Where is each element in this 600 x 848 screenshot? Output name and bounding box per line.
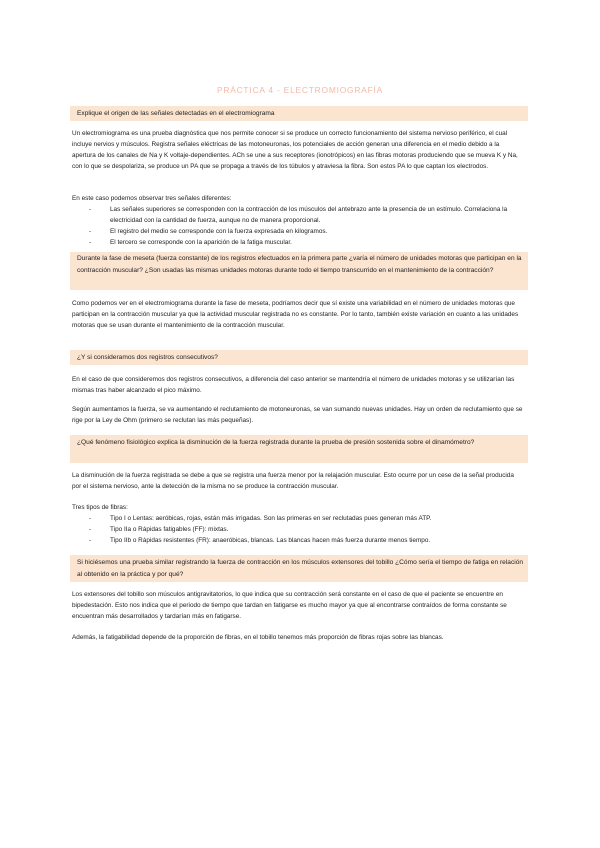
answer-paragraph: Los extensores del tobillo son músculos antigravitatorios, lo que indica que su contracción será constante en el caso de que el paciente se encuentre en bipedestación. Esto nos indica que el periodo de tiempo que tardan en fatigarse es mucho mayor ya que al encontrarse contraídos de forma constante se encuentran más desarrollados y tardarían más en fatigarse.	[72, 591, 507, 620]
answer-paragraph: Un electromiograma es una prueba diagnóstica que nos permite conocer si se produce un correcto funcionamiento del sistema nervioso periférico, el cual incluye nervios y músculos. Registra señales eléctricas de las motoneuronas, los potenciales de acción generan una diferencia en el medio debido a la apertura de los canales de Na y K voltaje-dependientes. ACh se une a sus receptores (ionotrópicos) en las fibras motoras produciendo que se mueva K y Na, con lo que se despolariza, se produce un PA que se propaga a través de los túbulos y atraviesa la fibra. Son estos PA lo que captan los electrodos.	[72, 130, 518, 170]
question-text: Durante la fase de meseta (fuerza constante) de los registros efectuados en la primera parte ¿varía el número de unidades motoras que participan en la contracción muscular? ¿Son usadas las mismas unidades motoras durante todo el tiempo transcurrido en el mantenimiento de la contracción?	[77, 255, 522, 274]
answer-paragraph: Como podemos ver en el electromiograma durante la fase de meseta, podríamos decir que sí existe una variabilidad en el número de unidades motoras que participan en la contracción muscular ya que la actividad muscular registrada no es constante. Por lo tanto, también existe variación en cuanto a las unidades motoras que se usan durante el mantenimiento de la contracción muscular.	[72, 300, 519, 329]
question-box-2	[70, 252, 528, 290]
bullet-dash-icon: -	[89, 537, 92, 544]
question-text: ¿Y si consideramos dos registros consecutivos?	[77, 354, 218, 361]
list-item: - Las señales superiores se corresponden con la contracción de los músculos del antebrazo ante la presencia de un estímulo. Correlaciona la electricidad con la cantidad de fuerza, aunque no de manera proporcional.	[89, 206, 508, 224]
question-box-5	[70, 555, 528, 582]
list-item: - El tercero se corresponde con la aparición de la fatiga muscular.	[89, 239, 292, 246]
question-box-3	[70, 350, 528, 365]
answer-paragraph: En el caso de que consideremos dos registros consecutivos, a diferencia del caso anterior se mantendría el número de unidades motoras y se utilizarían las mismas tras haber alcanzado el pico máximo.	[72, 376, 515, 394]
bullet-dash-icon: -	[89, 206, 92, 213]
paragraph: Tres tipos de fibras:	[72, 504, 128, 511]
list-item: - Tipo I o Lentas: aeróbicas, rojas, están más irrigadas. Son las primeras en ser reclutadas pues generan más ATP.	[89, 515, 432, 522]
list-item: - Tipo IIa o Rápidas fatigables (FF): mixtas.	[89, 526, 229, 533]
page-title: PRÁCTICA 4 - ELECTROMIOGRAFÍA	[216, 85, 384, 95]
list-item: - Tipo IIb o Rápidas resistentes (FR): anaeróbicas, blancas. Las blancas hacen más fuerza durante menos tiempo.	[89, 537, 431, 544]
question-box-1	[70, 106, 528, 121]
bullet-dash-icon: -	[89, 526, 92, 533]
list-item: - El registro del medio se corresponde con la fuerza expresada en kilogramos.	[89, 228, 328, 235]
question-box-4	[70, 435, 528, 463]
paragraph: En este caso podemos observar tres señales diferentes:	[72, 195, 232, 202]
fiber-types-list	[72, 513, 524, 546]
answer-paragraph: Según aumentamos la fuerza, se va aumentando el reclutamiento de motoneuronas, se van sumando nuevas unidades. Hay un orden de reclutamiento que se rige por la Ley de Ohm (primero se reclutan las más pequeñas).	[72, 406, 523, 424]
question-text: ¿Qué fenómeno fisiológico explica la disminución de la fuerza registrada durante la prueba de presión sostenida sobre el dinamómetro?	[77, 439, 475, 446]
signal-list	[72, 204, 524, 248]
question-text: Explique el origen de las señales detectadas en el electromiograma	[77, 110, 275, 117]
bullet-dash-icon: -	[89, 228, 92, 235]
bullet-dash-icon: -	[89, 239, 92, 246]
answer-paragraph: La disminución de la fuerza registrada se debe a que se registra una fuerza menor por la relajación muscular. Esto ocurre por un cese de la señal producida por el sistema nervioso, ante la detección de la misma no se produce la contracción muscular.	[72, 472, 514, 490]
bullet-dash-icon: -	[89, 515, 92, 522]
question-text: Si hiciésemos una prueba similar registrando la fuerza de contracción en los músculos extensores del tobillo ¿Cómo sería el tiempo de fatiga en relación al obtenido en la práctica y por qué?	[77, 559, 524, 578]
answer-paragraph: Además, la fatigabilidad depende de la proporción de fibras, en el tobillo tenemos más proporción de fibras rojas sobre las blancas.	[72, 634, 444, 641]
